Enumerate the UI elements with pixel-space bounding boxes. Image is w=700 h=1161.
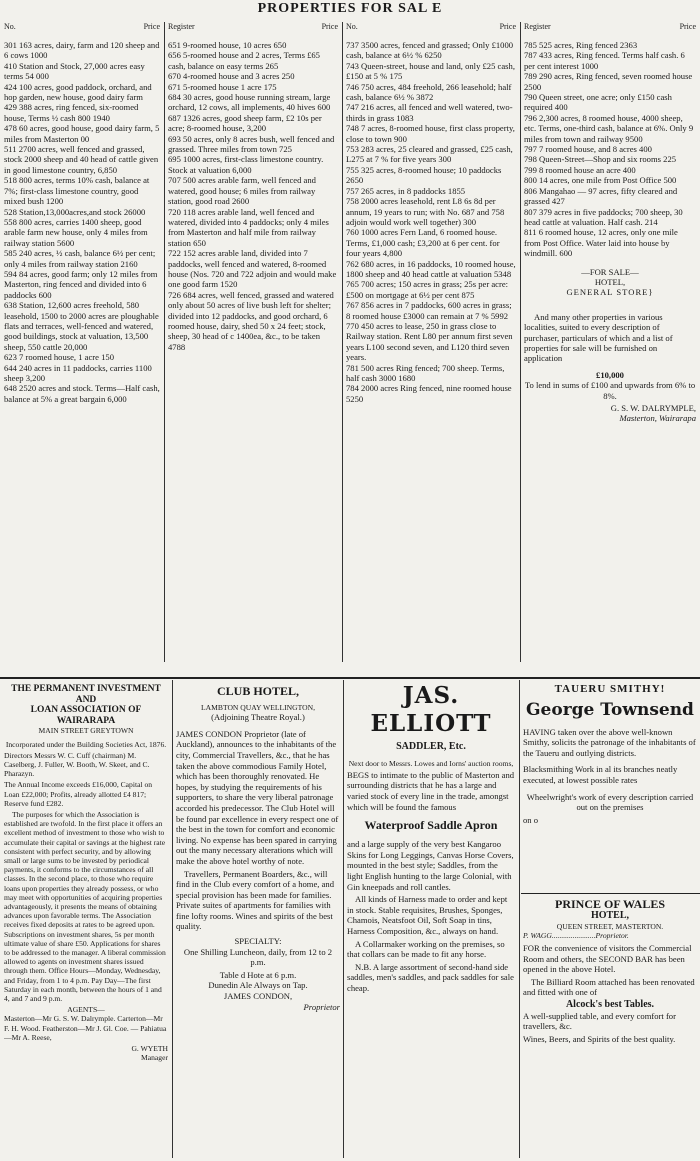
property-listing: 746 750 acres, 484 freehold, 266 leasehold; half cash, balance 6½ % 3872 xyxy=(346,81,512,103)
ad-elliott-feature: Waterproof Saddle Apron xyxy=(364,818,498,833)
ad-prince-proprietor: P. WAGG.......................Proprietor. xyxy=(523,930,629,940)
property-listing: 693 50 acres, only 8 acres bush, well fenced and grassed. Three miles from town 725 xyxy=(168,133,335,155)
column-header xyxy=(524,22,696,40)
ad-club-lunch: One Shilling Luncheon, daily, from 12 to 2 p.m. xyxy=(183,946,333,968)
property-listing: 743 Queen-street, house and land, only £25 cash, £150 at 5 % 175 xyxy=(346,60,515,82)
property-listing: 806 Mangahao — 97 acres, fifty cleared and grassed 427 xyxy=(524,185,678,207)
ad-taueru-smithy xyxy=(523,684,697,890)
column-header xyxy=(168,22,338,40)
property-listing: 478 60 acres, good house, good dairy farm, 5 miles from Masterton 00 xyxy=(4,123,160,144)
property-listing: 511 2700 acres, well fenced and grassed, stock 2000 sheep and 40 head of cattle given in good limestone country, 6,850 xyxy=(4,144,159,175)
property-listing: 684 30 acres, good house running stream, large orchard, 12 cows, all implements, 40 hives 600 xyxy=(168,92,331,113)
ad-divider xyxy=(521,893,700,894)
ad-permanent-agents-heading: AGENTS— xyxy=(67,1005,105,1015)
property-listing: 784 2000 acres Ring fenced, nine roomed house 5250 xyxy=(346,383,512,404)
ad-prince-body-3: A well-supplied table, and every comfort for travellers, &c. xyxy=(523,1010,676,1032)
ad-permanent-address: MAIN STREET GREYTOWN xyxy=(38,726,134,736)
for-sale-heading: —FOR SALE— xyxy=(581,266,639,277)
property-listing: 787 433 acres, Ring fenced. Terms half cash. 6 per cent interest 1000 xyxy=(524,50,685,71)
property-listing: 797 7 roomed house, and 8 acres 400 xyxy=(524,144,652,155)
property-listing: 558 800 acres, carries 1400 sheep, good arable farm new house, only 4 miles from railway station 5600 xyxy=(4,216,148,248)
ad-smithy-body-1: HAVING taken over the above well-known Smithy, solicits the patronage of the inhabitants of the Taueru and outlying districts. xyxy=(523,726,696,758)
header-register: Register xyxy=(524,22,551,31)
property-listing: 807 379 acres in five paddocks; 700 sheep, 30 head cattle at valuation. Half cash. 214 xyxy=(524,206,683,227)
column-divider xyxy=(342,22,343,662)
listing-column-4 xyxy=(524,22,696,682)
property-listing: 789 290 acres, Ring fenced, seven roomed house 2500 xyxy=(524,71,693,92)
hotel-label: HOTEL, xyxy=(594,276,626,287)
ad-club-hotel xyxy=(176,684,340,1158)
ad-club-role: Proprietor xyxy=(303,1001,340,1012)
ad-permanent-signature: G. WYETH xyxy=(131,1044,168,1054)
header-no: No. xyxy=(346,22,358,31)
column-divider xyxy=(164,22,165,662)
property-listing: 770 450 acres to lease, 250 in grass close to Railway station. Rent L80 per annum first seven years L100 second seven, and L120 third seven years. xyxy=(346,320,513,363)
ad-smithy-name: George Townsend xyxy=(526,699,694,720)
property-listing: 760 1000 acres Fern Land, 6 roomed house. Terms, £1,000 cash; £3,200 at 6 per cent. for four years 4,800 xyxy=(346,227,500,259)
column-divider xyxy=(172,680,173,1158)
property-listing: 726 684 acres, well fenced, grassed and watered only about 50 acres of live bush left for shelter; divided into 12 paddocks, and good orchard, 6 roomed house, dairy, shed 50 x 24 feet; stock, sheep, 30 head of c 1400ea, &c., to be taken 4788 xyxy=(168,289,334,352)
property-listing: 765 700 acres; 150 acres in grass; 25s per acre: £500 on mortgage at 6½ per cent 875 xyxy=(346,279,509,300)
property-listing: 707 500 acres arable farm, well fenced and watered, good house; 6 miles from railway station, good road 2600 xyxy=(168,175,316,207)
property-listing: 722 152 acres arable land, divided into 7 paddocks, well fenced and watered, 8-roomed house (Nos. 720 and 722 adjoin and would make one good farm 1520 xyxy=(168,248,337,290)
page-title: PROPERTIES FOR SAL E xyxy=(257,1,443,16)
property-listing: 528 Station,13,000acres,and stock 26000 xyxy=(4,206,146,217)
ad-prince-of-wales xyxy=(523,897,697,1158)
property-listing: 758 2000 acres leasehold, rent L8 6s 8d per annum, 19 years to run; with No. 687 and 758 adjoin would work well together) 300 xyxy=(346,196,505,227)
ad-permanent-directors: Directors Messrs W. C. Cuff (chairman) M. Caselberg, J. Fuller, W. Booth, W. Skeet, and C. Pharazyn. xyxy=(4,750,150,779)
ad-elliott-body-2: and a large supply of the very best Kangaroo Skins for Long Leggings, Canvas Horse Covers, mounted in the best style; Saddles, from the light English hunting to the large Colonial, with Gin kneepads and roll cantles. xyxy=(347,839,514,892)
ad-permanent-heading: THE PERMANENT INVESTMENT AND xyxy=(11,684,161,705)
header-price: Price xyxy=(499,22,516,31)
column-header xyxy=(4,22,160,40)
property-listing: 518 800 acres, terms 10% cash, balance at 7%; first-class limestone country, good mixed bush 1200 xyxy=(4,175,150,207)
header-price: Price xyxy=(321,22,338,31)
property-listing: 799 8 roomed house an acre 400 xyxy=(524,164,636,175)
ad-smithy-heading: TAUERU SMITHY! xyxy=(554,684,666,695)
ad-elliott-subheading: SADDLER, Etc. xyxy=(396,741,466,752)
property-listing: 757 265 acres, in 8 paddocks 1855 xyxy=(346,185,466,196)
property-listing: 687 1326 acres, good sheep farm, £2 10s per acre; 8-roomed house, 3,200 xyxy=(168,112,322,134)
ad-club-body-1: JAMES CONDON Proprietor (late of Auckland), announces to the inhabitants of the city, Commercial Travellers, &c., that he has taken the above commodious Family Hotel, which has been thoroughly renovated. He hopes, by studying the requirements of his supporters, to share the very liberal patronage accorded his predecessor. The Club Hotel will be found par excellence in every respect one of the best in the town for comfort and economic living. No expense has been spared in carrying out the many necessary alterations which will make the above hotel worthy of note. xyxy=(176,728,339,866)
property-listing: 429 388 acres, ring fenced, six-roomed house, Terms ½ cash 800 1940 xyxy=(4,102,139,123)
property-listing: 410 Station and Stock, 27,000 acres easy terms 54 000 xyxy=(4,60,145,82)
column-divider xyxy=(519,680,520,1158)
ad-prince-body-1: FOR the convenience of visitors the Commercial Room and others, the SECOND BAR has been opened in the above Hotel. xyxy=(523,943,692,975)
property-listing: 585 240 acres, ½ cash, balance 6½ per cent; only 4 miles from railway station 2160 xyxy=(4,248,156,269)
property-listing: 638 Station, 12,600 acres freehold, 580 leasehold, 1500 to 2000 acres are ploughable flats and terraces, well-fenced and watered, good buildings, stock at valuation, 13,500 sheep, 550 cattle 20,000 xyxy=(4,300,159,352)
section-divider xyxy=(0,677,700,679)
property-listing: 301 163 acres, dairy, farm and 120 sheep and 6 cows 1000 xyxy=(4,40,160,61)
property-listing: 796 2,300 acres, 8 roomed house, 4000 sheep, etc. Terms, one-third cash, balance at 6%. Only 9 miles from town and railway 9500 xyxy=(524,112,694,144)
header-register: Register xyxy=(168,22,195,31)
ad-permanent-heading-2: LOAN ASSOCIATION OF WAIRARAPA xyxy=(30,705,142,726)
property-listing: 651 9-roomed house, 10 acres 650 xyxy=(168,40,287,50)
ad-smithy-body-3: Wheelwright's work of every description carried out on the premises xyxy=(526,791,694,813)
loan-amount: £10,000 xyxy=(596,369,624,380)
agent-location: Masterton, Wairarapa xyxy=(619,413,696,424)
ad-elliott-body-1: BEGS to intimate to the public of Masterton and surrounding districts that he has a large and varied stock of every line in the trade, amongst which will be found the famous xyxy=(347,769,515,812)
property-listing: 762 680 acres, in 16 paddocks, 10 roomed house, 1800 sheep and 40 head cattle at valuation 5348 xyxy=(346,258,516,279)
property-listing: 656 5-roomed house and 2 acres, Terms £65 cash, balance on easy terms 265 xyxy=(168,50,320,71)
property-listing: 753 283 acres, 25 cleared and grassed, £25 cash, L275 at 7 % for five years 300 xyxy=(346,144,513,165)
ad-smithy-signature: on o xyxy=(523,814,539,825)
ad-prince-heading: PRINCE OF WALES xyxy=(554,897,666,911)
ad-permanent-income: The Annual Income exceeds £16,000, Capital on Loan £22,000; Profits, already allotted £4 817; Reserve fund £282. xyxy=(4,780,153,808)
ad-club-ale: Dunedin Ale Always on Tap. xyxy=(208,980,308,991)
general-store-label: GENERAL STORE} xyxy=(566,287,654,298)
ad-elliott-body-3: All kinds of Harness made to order and kept in stock. Stable requisites, Brushes, Sponges, Chamois, Neatsfoot Oil, Soft Soap in tins, Harness Composition, &c., always on hand. xyxy=(347,894,508,936)
column-header xyxy=(346,22,516,40)
ad-permanent-incorporated: Incorporated under the Building Societies Act, 1876. xyxy=(5,739,167,749)
property-listing: 747 216 acres, all fenced and well watered, two-thirds in grass 1083 xyxy=(346,102,513,123)
property-listing: 623 7 roomed house, 1 acre 150 xyxy=(4,352,115,363)
property-listing: 781 500 acres Ring fenced; 700 sheep. Terms, half cash 3000 1680 xyxy=(346,362,505,383)
ad-smithy-body-2: Blacksmithing Work in al its branches neatly executed, at lowest possible rates xyxy=(523,764,678,785)
ad-club-table-dhote: Table d Hote at 6 p.m. xyxy=(219,969,297,980)
header-no: No. xyxy=(4,22,16,31)
agent-signature: G. S. W. DALRYMPLE, xyxy=(610,403,696,413)
property-listing: 800 14 acres, one mile from Post Office 500 xyxy=(524,175,677,186)
ad-prince-body-2: The Billiard Room attached has been renovated and fitted with one of xyxy=(523,976,695,998)
property-listing: 767 856 acres in 7 paddocks, 600 acres in grass; 8 roomed house £3000 can remain at 7 % 5992 xyxy=(346,300,512,321)
header-price: Price xyxy=(679,22,696,31)
property-listing: 644 240 acres in 11 paddocks, carries 1100 sheep 3,200 xyxy=(4,362,152,383)
ad-permanent-agents: Masterton—Mr G. S. W. Dalrymple. Carterton—Mr F. H. Wood. Featherston—Mr J. Gl. Coe. — Pahiatua—Mr A. Reese, xyxy=(4,1014,167,1042)
many-other-properties: And many other properties in various localities, suited to every description of purchaser, particulars of which and a list of properties for sale will be furnished on application xyxy=(524,311,673,364)
property-listing: 671 5-roomed house 1 acre 175 xyxy=(168,81,277,92)
column-divider xyxy=(520,22,521,662)
ad-permanent-body: The purposes for which the Association is established are twofold. In the first place it offers an excellent method of investment to those who wish to accumulate their capital or savings at the highest rate consistent with perfect security, and by allowing small or large sums to be invested by periodical payments, it conforms to the circumstances of all classes. In the second place, to those who require loans upon properties they already possess, or who may meet with opportunities of acquiring properties advantageously, it presents the means of obtaining advances upon favorable terms. The Association receives fixed deposits at rates to be agreed upon. Subscriptions on investment shares, 5s per month ultimate value of share £50. Applications for shares to be addressed to the manager. A liberal commission allowed to agents on investment shares issued through them. Office Hours—Monday, Wednesday, and Friday, from 1 to 4 p.m. Pay Day—The first Saturday in each month, between the hours of 1 and 4, and 7 and 9 p.m. xyxy=(4,810,166,1004)
listing-column-1 xyxy=(4,22,160,682)
ad-elliott-heading: JAS. ELLIOTT xyxy=(370,682,492,737)
property-listing: 720 118 acres arable land, well fenced and watered, divided into 4 paddocks; only 4 miles from Masterton and half mile from railway station 650 xyxy=(168,206,329,248)
ad-club-specialty: SPECIALTY: xyxy=(234,936,282,947)
ad-elliott-body-5: N.B. A large assortment of second-hand side saddles, men's saddles, and pack saddles for sale cheap. xyxy=(347,961,514,993)
ad-permanent-investment xyxy=(4,684,168,1158)
property-listing: 755 325 acres, 8-roomed house; 10 paddocks 2650 xyxy=(346,164,502,186)
property-listing: 594 84 acres, good farm; only 12 miles from Masterton, ring fenced and divided into 6 paddocks 600 xyxy=(4,268,158,300)
ad-prince-heading-2: HOTEL, xyxy=(590,910,630,921)
property-listing: 811 6 roomed house, 12 acres, only one mile from Post Office. Water laid into house by windmill. 600 xyxy=(524,227,678,259)
ad-club-body-2: Travellers, Permanent Boarders, &c., will find in the Club every comfort of a home, and special provision has been made for families. Private suites of apartments for families with fine lofty rooms. Wines and spirits of the best quality. xyxy=(176,868,334,932)
property-listing: 748 7 acres, 8-roomed house, first class property, close to town 900 xyxy=(346,123,515,144)
ad-prince-address: QUEEN STREET, MASTERTON. xyxy=(556,921,664,931)
listing-column-2 xyxy=(168,22,338,682)
ad-jas-elliott xyxy=(347,682,515,1158)
ad-prince-body-4: Wines, Beers, and Spirits of the best quality. xyxy=(523,1033,676,1044)
ad-elliott-body-4: A Collarmaker working on the premises, so that collars can be made to fit any horse. xyxy=(347,938,505,960)
ad-club-heading: CLUB HOTEL, xyxy=(216,684,300,698)
property-listing: 737 3500 acres, fenced and grassed; Only £1000 cash, balance at 6½ % 6250 xyxy=(346,40,514,61)
header-price: Price xyxy=(143,22,160,31)
property-listing: 790 Queen street, one acre; only £150 cash required 400 xyxy=(524,92,672,113)
ad-club-address: LAMBTON QUAY WELLINGTON, xyxy=(201,703,315,712)
column-divider xyxy=(343,680,344,1158)
property-listing: 695 1000 acres, first-class limestone country. Stock at valuation 6,000 xyxy=(168,154,324,175)
for-sale-notice xyxy=(524,267,696,298)
ad-permanent-signature-role: Manager xyxy=(141,1053,168,1063)
property-listing: 424 100 acres, good paddock, orchard, and hop garden, new house, good dairy farm xyxy=(4,81,152,103)
ad-elliott-address: Next door to Messrs. Lowes and Iorns' auction rooms, xyxy=(348,758,514,768)
ad-club-signature: JAMES CONDON, xyxy=(223,991,293,1002)
loan-text: To lend in sums of £100 and upwards from 6% to 8%. xyxy=(524,380,696,401)
listing-column-3 xyxy=(346,22,516,682)
property-listing: 798 Queen-Street—Shop and six rooms 225 xyxy=(524,154,677,165)
property-listing: 785 525 acres, Ring fenced 2363 xyxy=(524,40,638,50)
ad-club-address-2: (Adjoining Theatre Royal.) xyxy=(211,712,305,723)
ad-prince-tables: Alcock's best Tables. xyxy=(565,998,655,1010)
property-listing: 670 4-roomed house and 3 acres 250 xyxy=(168,71,295,82)
property-listing: 648 2520 acres and stock. Terms—Half cash, balance at 5% a great bargain 6,000 xyxy=(4,383,160,404)
